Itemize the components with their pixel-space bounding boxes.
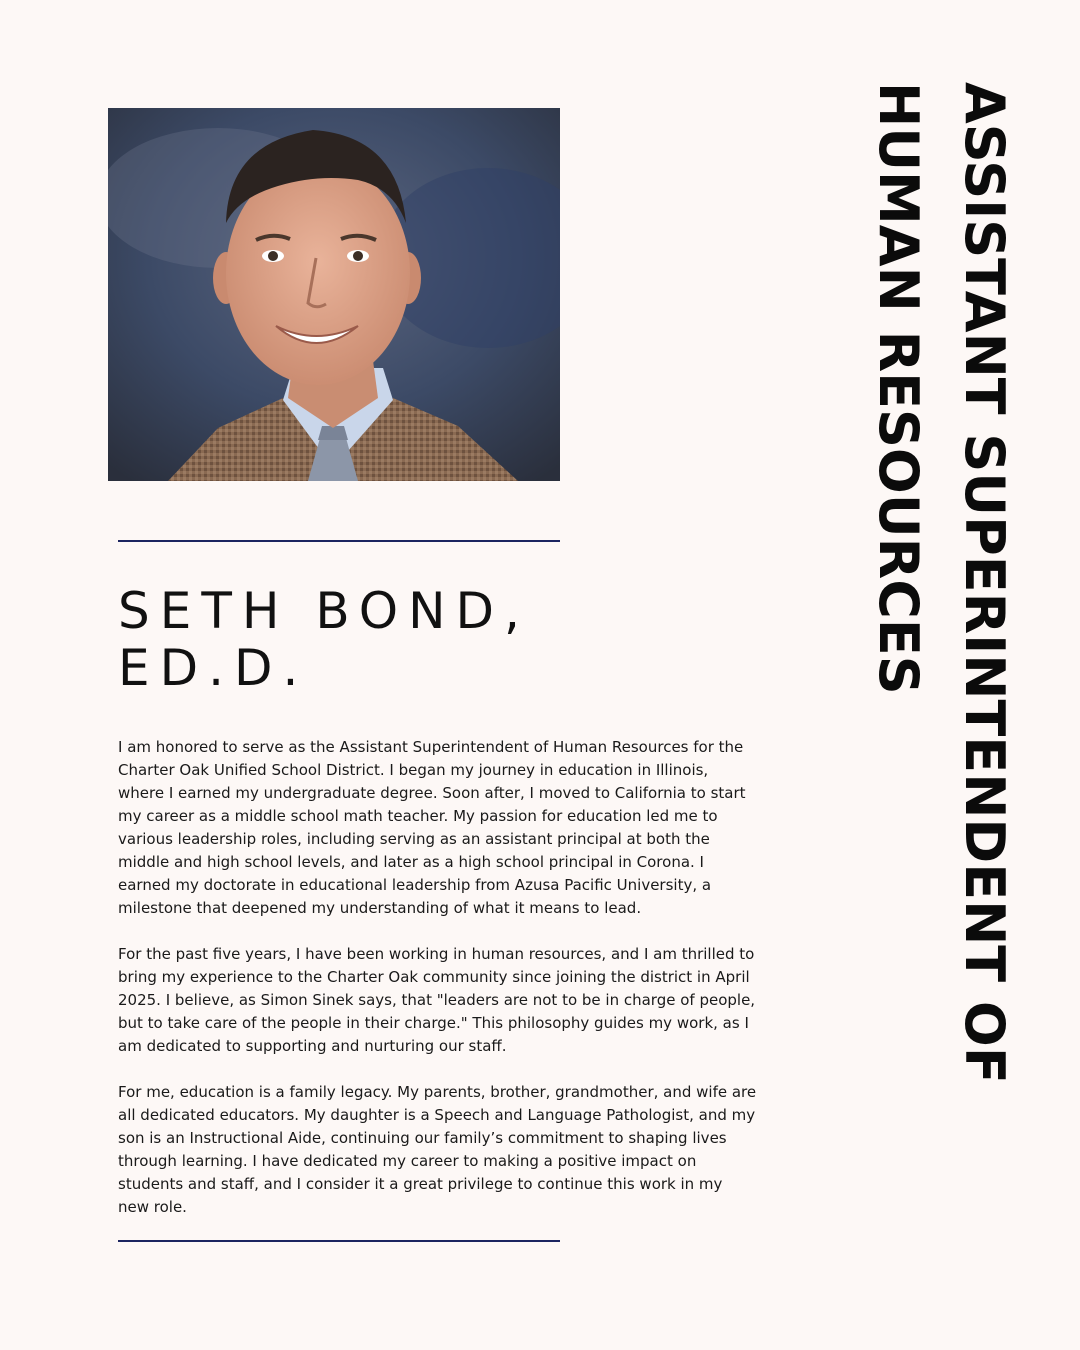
portrait-illustration [108,108,560,481]
job-title-line-2: HUMAN RESOURCES [867,82,930,695]
job-title-line-1: ASSISTANT SUPERINTENDENT OF [953,82,1016,1084]
person-name [118,583,638,697]
top-divider [118,540,560,542]
bio-paragraph: I am honored to serve as the Assistant Superintendent of Human Resources for the Charter Oak Unified School District. I began my journey in education in Illinois, where I earned my undergraduate degree. Soon after, I moved to California to start my career as a middle school math teacher. My passion for education led me to various leadership roles, including serving as an assistant principal at both the middle and high school levels, and later as a high school principal in Corona. I earned my doctorate in educational leadership from Azusa Pacific University, a milestone that deepened my understanding of what it means to lead. [118,738,746,917]
bottom-divider [118,1240,560,1242]
bio-paragraph: For the past five years, I have been working in human resources, and I am thrilled to bring my experience to the Charter Oak community since joining the district in April 2025. I believe, as Simon Sinek says, that "leaders are not to be in charge of people, but to take care of the people in their charge." This philosophy guides my work, as I am dedicated to supporting and nurturing our staff. [118,945,756,1055]
portrait-photo [108,108,560,481]
name-line-1: SETH BOND, [118,582,530,640]
bio-paragraph: For me, education is a family legacy. My parents, brother, grandmother, and wife are all dedicated educators. My daughter is a Speech and Language Pathologist, and my son is an Instructional Aide, continuing our family’s commitment to shaping lives through learning. I have dedicated my career to making a positive impact on students and staff, and I consider it a great privilege to continue this work in my new role. [118,1083,757,1216]
job-title-vertical [855,82,1027,1084]
name-line-2: ED.D. [118,639,309,697]
bio-text [118,736,758,1219]
